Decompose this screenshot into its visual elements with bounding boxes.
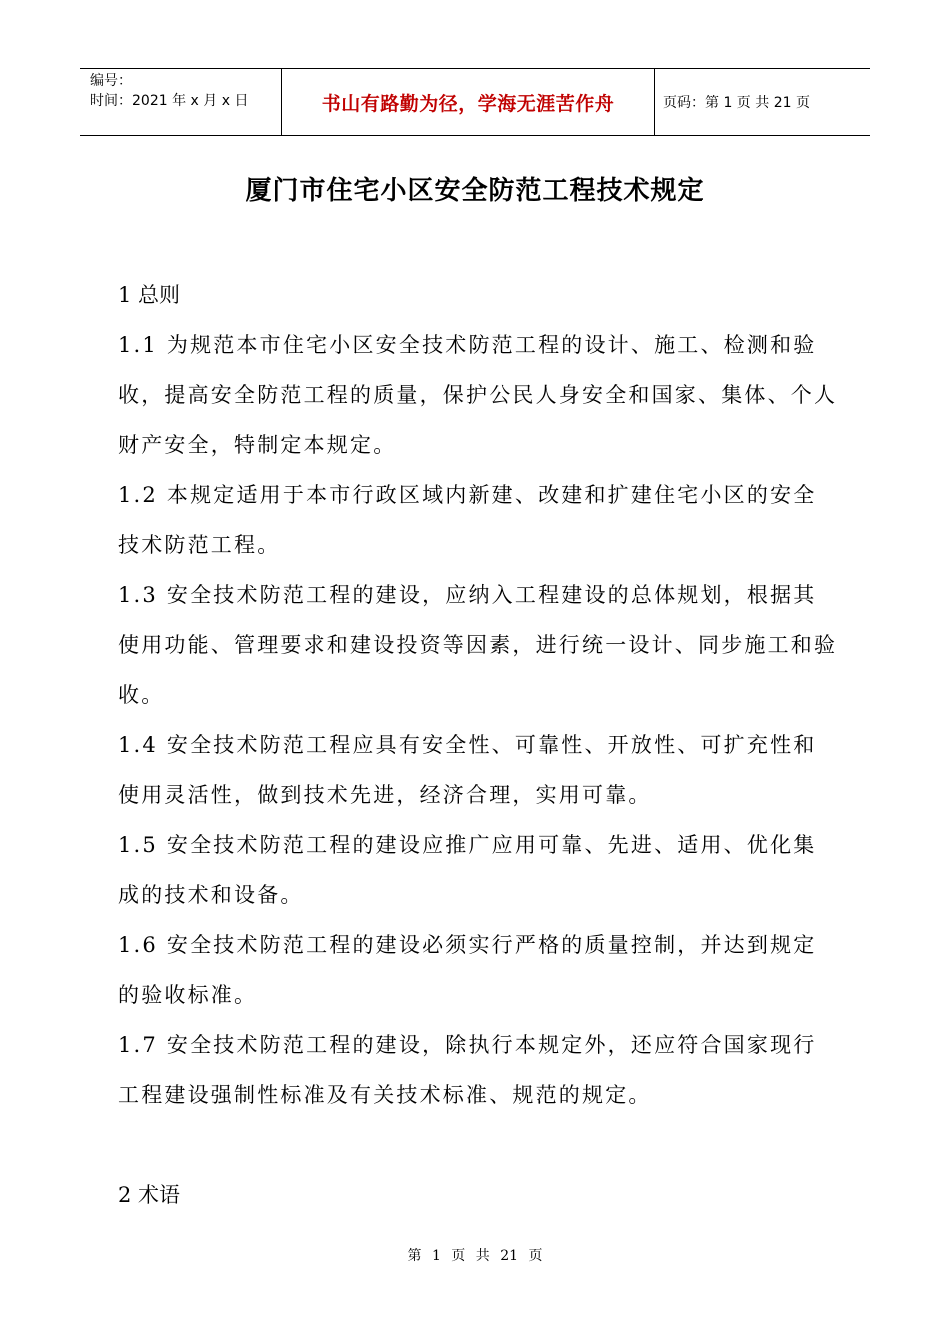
section-heading-terms: 2 术语 xyxy=(118,1183,181,1207)
paragraph-1-5: 1.5 安全技术防范工程的建设应推广应用可靠、先进、适用、优化集成的技术和设备。 xyxy=(118,833,817,907)
date-label: 时间：2021 年 x 月 x 日 xyxy=(90,93,249,109)
paragraph-1-1: 1.1 为规范本市住宅小区安全技术防范工程的设计、施工、检测和验收，提高安全防范工程的质量，保护公民人身安全和国家、集体、个人财产安全，特制定本规定。 xyxy=(118,333,838,457)
paragraph-1-2: 1.2 本规定适用于本市行政区域内新建、改建和扩建住宅小区的安全技术防范工程。 xyxy=(118,483,817,557)
serial-number-label: 编号： xyxy=(90,73,132,89)
paragraph-1-3: 1.3 安全技术防范工程的建设，应纳入工程建设的总体规划，根据其使用功能、管理要求和建设投资等因素，进行统一设计、同步施工和验收。 xyxy=(118,583,838,707)
header-motto: 书山有路勤为径，学海无涯苦作舟 xyxy=(282,69,655,135)
header-page-info: 页码：第 1 页 共 21 页 xyxy=(663,95,810,111)
page-footer: 第 1 页 共 21 页 xyxy=(407,1248,543,1264)
paragraph-1-4: 1.4 安全技术防范工程应具有安全性、可靠性、开放性、可扩充性和使用灵活性，做到技术先进，经济合理，实用可靠。 xyxy=(118,733,817,807)
paragraph-1-7: 1.7 安全技术防范工程的建设，除执行本规定外，还应符合国家现行工程建设强制性标准及有关技术标准、规范的规定。 xyxy=(118,1033,817,1107)
section-spacer xyxy=(118,1120,838,1170)
document-title: 厦门市住宅小区安全防范工程技术规定 xyxy=(245,176,705,206)
header-meta-cell xyxy=(80,69,282,135)
header-table xyxy=(80,68,870,136)
document-body xyxy=(118,270,838,1220)
section-heading-general: 1 总则 xyxy=(118,283,181,307)
paragraph-1-6: 1.6 安全技术防范工程的建设必须实行严格的质量控制，并达到规定的验收标准。 xyxy=(118,933,817,1007)
